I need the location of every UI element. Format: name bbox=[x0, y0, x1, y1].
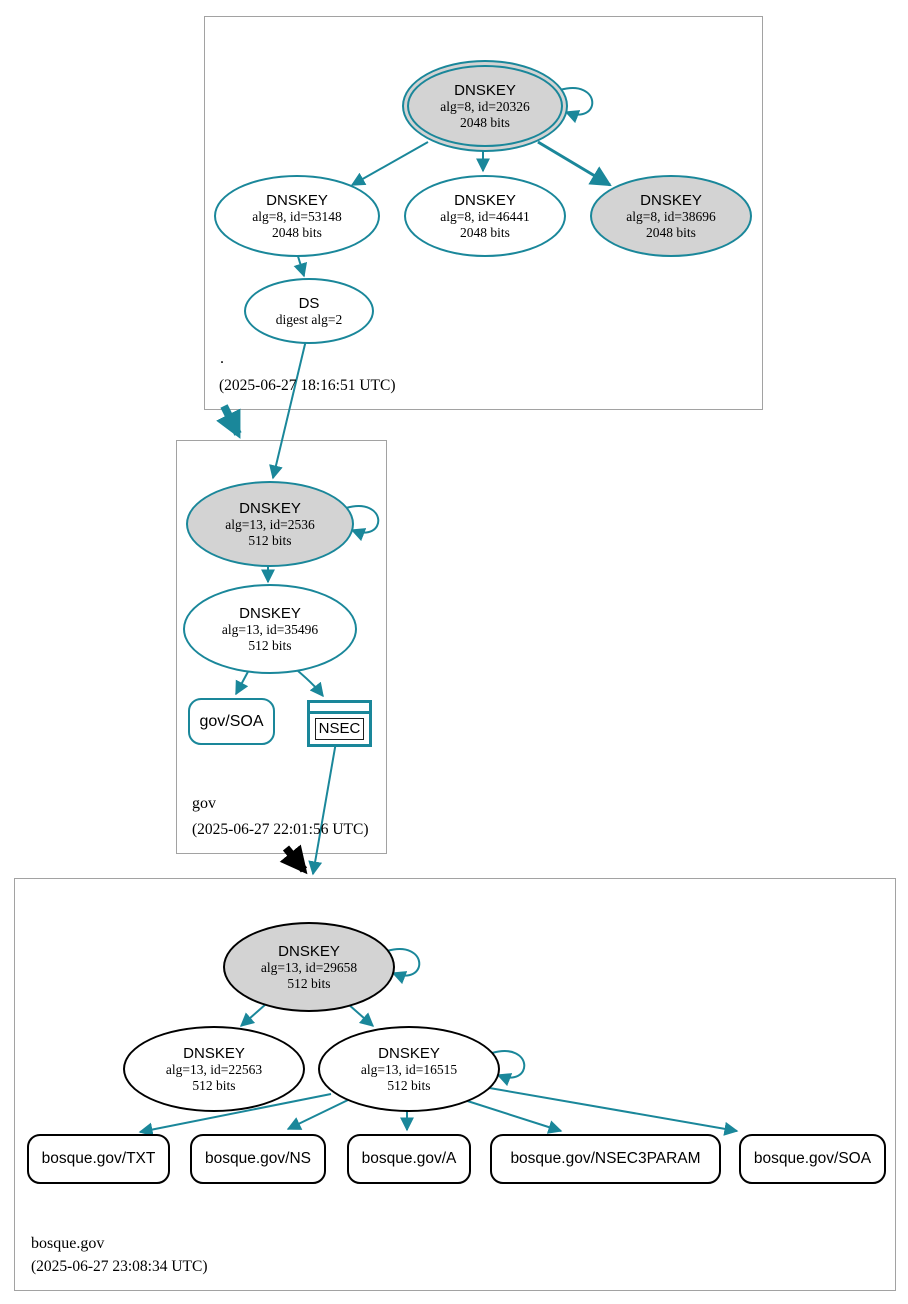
zone-timestamp-gov: (2025-06-27 22:01:56 UTC) bbox=[192, 821, 369, 838]
node-bits: 2048 bits bbox=[646, 224, 696, 240]
rrset-label: gov/SOA bbox=[199, 712, 264, 730]
rrset-node-bosque-a[interactable] bbox=[347, 1134, 471, 1184]
nsec-label: NSEC bbox=[315, 718, 365, 740]
node-alg-id: alg=13, id=22563 bbox=[165, 1061, 263, 1077]
rrset-node-bosque-soa[interactable] bbox=[739, 1134, 886, 1184]
node-bits: 512 bits bbox=[248, 532, 292, 548]
rrset-node-bosque-nsec3param[interactable] bbox=[490, 1134, 721, 1184]
node-bits: 2048 bits bbox=[460, 114, 510, 130]
edge-gov-zone-to-bosque-zone bbox=[286, 848, 304, 870]
rrset-label: bosque.gov/SOA bbox=[753, 1150, 872, 1167]
dnskey-node-gov-ksk-2536[interactable] bbox=[186, 481, 354, 567]
dnskey-node-bosque-ksk-29658[interactable] bbox=[223, 922, 395, 1012]
zone-name-gov: gov bbox=[192, 795, 216, 812]
rrset-node-bosque-txt[interactable] bbox=[27, 1134, 170, 1184]
edge-root-ksk-to-53148 bbox=[352, 142, 428, 185]
dnskey-node-gov-zsk-35496[interactable] bbox=[183, 584, 357, 674]
node-type-label: DNSKEY bbox=[239, 499, 301, 517]
ds-node-root[interactable] bbox=[244, 278, 374, 344]
node-type-label: DNSKEY bbox=[454, 191, 516, 209]
node-digest-alg: digest alg=2 bbox=[275, 311, 343, 327]
edge-16515-to-ns bbox=[288, 1100, 348, 1129]
node-type-label: DNSKEY bbox=[239, 604, 301, 622]
rrset-node-gov-soa[interactable] bbox=[188, 698, 275, 745]
dnskey-node-root-ksk-20326[interactable] bbox=[402, 60, 568, 152]
zone-timestamp-bosque: (2025-06-27 23:08:34 UTC) bbox=[31, 1258, 208, 1275]
node-type-label: DNSKEY bbox=[266, 191, 328, 209]
rrset-node-bosque-ns[interactable] bbox=[190, 1134, 326, 1184]
node-alg-id: alg=13, id=35496 bbox=[221, 621, 319, 637]
node-type-label: DNSKEY bbox=[278, 942, 340, 960]
edge-root-ksk-to-38696 bbox=[538, 142, 610, 185]
node-alg-id: alg=13, id=16515 bbox=[360, 1061, 458, 1077]
node-type-label: DNSKEY bbox=[454, 81, 516, 99]
dnskey-node-root-38696[interactable] bbox=[590, 175, 752, 257]
edge-ds-to-gov-ksk bbox=[273, 340, 306, 478]
edge-bosque-ksk-to-16515 bbox=[348, 1004, 373, 1026]
rrset-label: bosque.gov/NS bbox=[205, 1150, 311, 1167]
rrset-label: bosque.gov/NSEC3PARAM bbox=[510, 1150, 701, 1167]
node-bits: 512 bits bbox=[248, 637, 292, 653]
node-alg-id: alg=8, id=20326 bbox=[440, 98, 530, 114]
zone-timestamp-root: (2025-06-27 18:16:51 UTC) bbox=[219, 377, 396, 394]
node-bits: 2048 bits bbox=[460, 224, 510, 240]
edge-bosque-ksk-to-22563 bbox=[241, 1004, 266, 1026]
node-bits: 512 bits bbox=[192, 1077, 236, 1093]
zone-name-root: . bbox=[220, 350, 224, 367]
node-type-label: DNSKEY bbox=[640, 191, 702, 209]
node-alg-id: alg=8, id=38696 bbox=[626, 208, 716, 224]
dnskey-node-bosque-16515[interactable] bbox=[318, 1026, 500, 1112]
node-alg-id: alg=13, id=2536 bbox=[225, 516, 315, 532]
dnskey-node-root-53148[interactable] bbox=[214, 175, 380, 257]
node-bits: 512 bits bbox=[287, 975, 331, 991]
rrset-label: bosque.gov/TXT bbox=[41, 1150, 156, 1167]
dnskey-node-root-46441[interactable] bbox=[404, 175, 566, 257]
edge-16515-to-nsec3param bbox=[458, 1098, 561, 1131]
edge-root-zone-to-gov-zone bbox=[224, 406, 238, 434]
node-type-label: DS bbox=[298, 294, 320, 312]
node-alg-id: alg=8, id=46441 bbox=[440, 208, 530, 224]
node-bits: 512 bits bbox=[387, 1077, 431, 1093]
rrset-label: bosque.gov/A bbox=[361, 1150, 457, 1167]
edge-16515-to-soa bbox=[478, 1086, 737, 1131]
node-bits: 2048 bits bbox=[272, 224, 322, 240]
edge-nsec-to-bosque-zone bbox=[313, 742, 336, 874]
node-type-label: DNSKEY bbox=[378, 1044, 440, 1062]
node-alg-id: alg=8, id=53148 bbox=[252, 208, 342, 224]
dnskey-node-bosque-22563[interactable] bbox=[123, 1026, 305, 1112]
node-type-label: DNSKEY bbox=[183, 1044, 245, 1062]
zone-name-bosque: bosque.gov bbox=[31, 1235, 105, 1252]
node-alg-id: alg=13, id=29658 bbox=[260, 959, 358, 975]
nsec-top-band bbox=[310, 703, 369, 714]
nsec-node-gov[interactable] bbox=[307, 700, 372, 747]
